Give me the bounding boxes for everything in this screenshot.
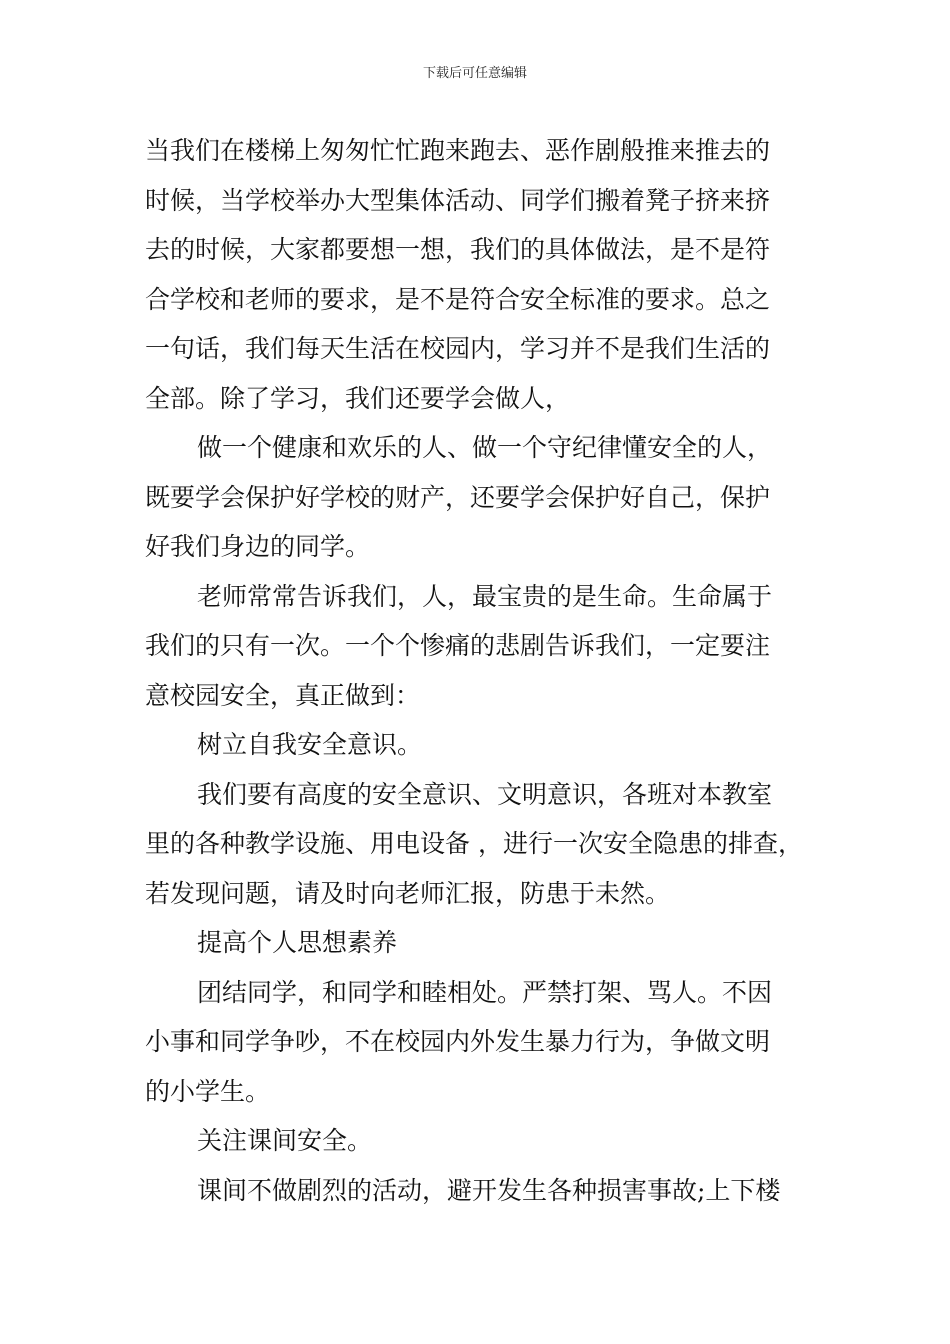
text-line: 既要学会保护好学校的财产，还要学会保护好自己，保护 (145, 482, 771, 512)
document-body (145, 126, 815, 1215)
text-line: 老师常常告诉我们，人，最宝贵的是生命。生命属于 (197, 581, 773, 611)
paragraph (145, 1116, 815, 1166)
text-line: 去的时候，大家都要想一想，我们的具体做法，是不是符 (145, 235, 771, 264)
text-line: 的小学生。 (145, 1076, 271, 1106)
text-line: 全部。除了学习，我们还要学会做人， (145, 383, 571, 413)
paragraph (145, 423, 815, 572)
paragraph (145, 720, 815, 770)
page-header: 下载后可任意编辑 (422, 66, 527, 81)
paragraph (145, 1166, 815, 1216)
paragraph (145, 572, 815, 721)
text-line: 提高个人思想素养 (197, 928, 398, 957)
text-line: 一句话，我们每天生活在校园内，学习并不是我们生活的 (145, 334, 771, 363)
text-line: 树立自我安全意识。 (197, 730, 423, 759)
text-line: 关注课间安全。 (197, 1126, 373, 1155)
text-line: 意校园安全，真正做到： (145, 680, 421, 710)
text-line: 团结同学，和同学和睦相处。严禁打架、骂人。不因 (197, 977, 773, 1007)
text-line: 小事和同学争吵，不在校园内外发生暴力行为，争做文明 (145, 1027, 771, 1056)
paragraph (145, 126, 815, 423)
text-line: 时候，当学校举办大型集体活动、同学们搬着凳子挤来挤 (145, 185, 771, 215)
text-line: 里的各种教学设施、用电设备 ，进行一次安全隐患的排查， (145, 829, 803, 858)
text-line: 好我们身边的同学。 (145, 532, 371, 561)
text-line: 我们的只有一次。一个个惨痛的悲剧告诉我们，一定要注 (145, 631, 771, 660)
text-line: 当我们在楼梯上匆匆忙忙跑来跑去、恶作剧般推来推去的 (145, 136, 771, 165)
text-line: 合学校和老师的要求，是不是符合安全标准的要求。总之 (145, 284, 771, 314)
text-line: 做一个健康和欢乐的人、做一个守纪律懂安全的人， (197, 433, 773, 462)
text-line: 若发现问题，请及时向老师汇报，防患于未然。 (145, 878, 671, 908)
text-line: 我们要有高度的安全意识、文明意识，各班对本教室 (197, 779, 773, 809)
text-line: 课间不做剧烈的活动，避开发生各种损害事故;上下楼 (197, 1175, 781, 1205)
paragraph (145, 770, 815, 919)
paragraph (145, 918, 815, 968)
paragraph (145, 968, 815, 1117)
